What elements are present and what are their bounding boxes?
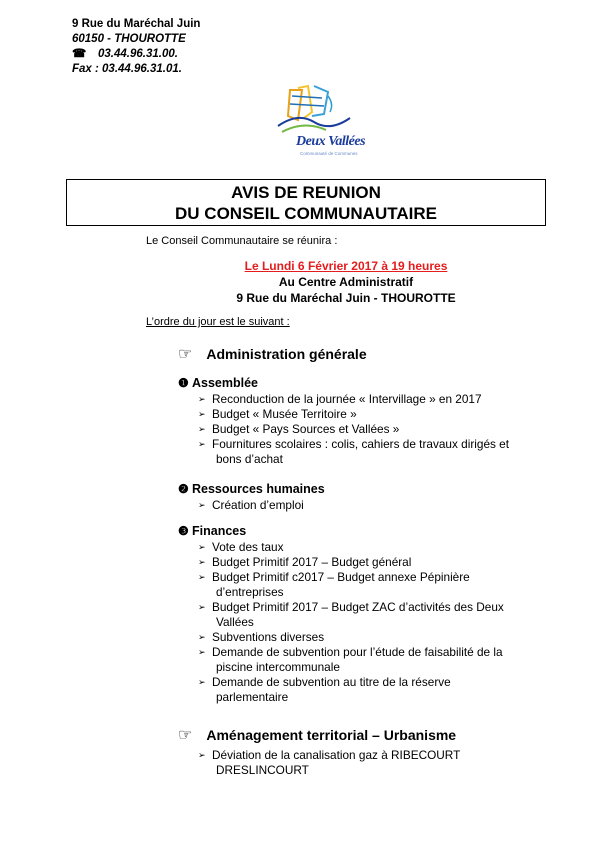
meeting-place: Au Centre Administratif bbox=[278, 275, 414, 289]
number-one-icon: ❶ bbox=[178, 376, 189, 390]
arrow-bullet-icon: ➢ bbox=[198, 542, 206, 552]
list-item: ➢ Création d’emploi bbox=[198, 498, 304, 512]
phone-line: ☎ 03.44.96.31.00. bbox=[72, 48, 178, 60]
section-amenagement: ☞ Aménagement territorial – Urbanisme bbox=[178, 727, 457, 744]
number-three-icon: ❸ bbox=[178, 524, 189, 538]
intro-text: Le Conseil Communautaire se réunira : bbox=[146, 235, 338, 247]
meeting-address: 9 Rue du Maréchal Juin - THOUROTTE bbox=[236, 291, 456, 305]
list-item: ➢ Reconduction de la journée « Intervillage » en 2017 bbox=[198, 392, 482, 406]
logo bbox=[268, 82, 376, 166]
meeting-info bbox=[146, 258, 546, 306]
list-item: ➢ Budget « Pays Sources et Vallées » bbox=[198, 422, 400, 436]
arrow-bullet-icon: ➢ bbox=[198, 500, 206, 510]
list-item: ➢ Budget Primitif 2017 – Budget ZAC d’activités des Deux Vallées bbox=[198, 600, 504, 629]
list-item: ➢ Budget Primitif 2017 – Budget général bbox=[198, 555, 412, 569]
pointing-hand-icon: ☞ bbox=[178, 346, 193, 363]
logo-text: Deux Vallées bbox=[296, 134, 366, 149]
meeting-date: Le Lundi 6 Février 2017 à 19 heures bbox=[244, 259, 448, 273]
city-line: 60150 - THOUROTTE bbox=[72, 33, 186, 45]
arrow-bullet-icon: ➢ bbox=[198, 602, 206, 612]
list-item: ➢ Demande de subvention pour l’étude de faisabilité de la piscine intercommunale bbox=[198, 645, 503, 674]
phone-icon: ☎ bbox=[72, 48, 87, 60]
agenda-intro: L’ordre du jour est le suivant : bbox=[146, 316, 290, 328]
list-item: ➢ Demande de subvention au titre de la réserve parlementaire bbox=[198, 675, 451, 704]
arrow-bullet-icon: ➢ bbox=[198, 677, 206, 687]
arrow-bullet-icon: ➢ bbox=[198, 632, 206, 642]
list-item: ➢ Budget Primitif c2017 – Budget annexe Pépinière d’entreprises bbox=[198, 570, 470, 599]
address-line: 9 Rue du Maréchal Juin bbox=[72, 18, 201, 30]
subsection-ressources-humaines: ❷ Ressources humaines bbox=[178, 482, 325, 496]
arrow-bullet-icon: ➢ bbox=[198, 394, 206, 404]
pointing-hand-icon: ☞ bbox=[178, 727, 193, 744]
arrow-bullet-icon: ➢ bbox=[198, 409, 206, 419]
arrow-bullet-icon: ➢ bbox=[198, 572, 206, 582]
logo-tagline: Communauté de Communes bbox=[300, 151, 358, 156]
section-administration: ☞ Administration générale bbox=[178, 346, 367, 363]
list-item: ➢ Budget « Musée Territoire » bbox=[198, 407, 357, 421]
arrow-bullet-icon: ➢ bbox=[198, 557, 206, 567]
title-line-1: AVIS DE REUNION bbox=[231, 183, 381, 202]
list-item: ➢ Déviation de la canalisation gaz à RIBECOURT DRESLINCOURT bbox=[198, 748, 461, 777]
list-item: ➢ Fournitures scolaires : colis, cahiers de travaux dirigés et bons d’achat bbox=[198, 437, 510, 466]
fax-line: Fax : 03.44.96.31.01. bbox=[72, 63, 182, 75]
number-two-icon: ❷ bbox=[178, 482, 189, 496]
arrow-bullet-icon: ➢ bbox=[198, 750, 206, 760]
list-item: ➢ Vote des taux bbox=[198, 540, 284, 554]
logo-mark-icon bbox=[268, 82, 376, 142]
arrow-bullet-icon: ➢ bbox=[198, 424, 206, 434]
list-item: ➢ Subventions diverses bbox=[198, 630, 325, 644]
title-box bbox=[66, 179, 546, 226]
subsection-assemblee: ❶ Assemblée bbox=[178, 376, 259, 390]
arrow-bullet-icon: ➢ bbox=[198, 647, 206, 657]
title-line-2: DU CONSEIL COMMUNAUTAIRE bbox=[175, 204, 437, 223]
arrow-bullet-icon: ➢ bbox=[198, 439, 206, 449]
subsection-finances: ❸ Finances bbox=[178, 524, 247, 538]
